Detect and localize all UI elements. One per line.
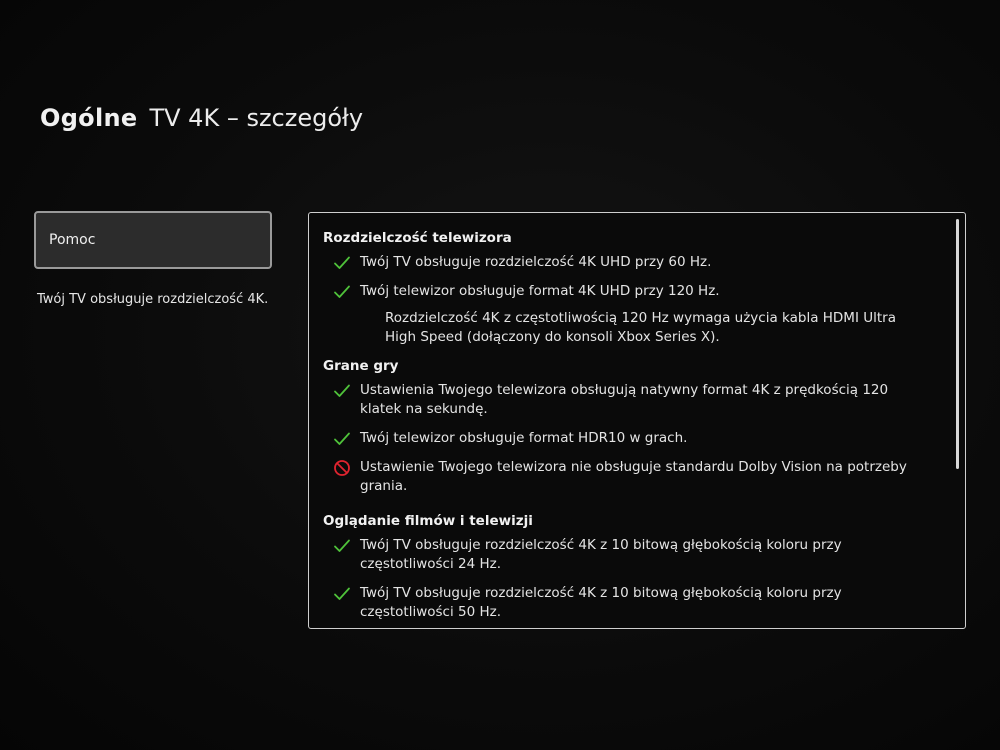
check-icon bbox=[333, 585, 351, 603]
list-item bbox=[333, 429, 923, 448]
list-item-text: Ustawienie Twojego telewizora nie obsługuje standardu Dolby Vision na potrzeby grania. bbox=[360, 459, 907, 494]
list-item bbox=[333, 536, 923, 574]
list-item bbox=[333, 381, 923, 419]
list-item-text: Ustawienia Twojego telewizora obsługują natywny format 4K z prędkością 120 klatek na sekundę. bbox=[360, 382, 889, 417]
list-item bbox=[333, 458, 923, 496]
list-item-text: Twój TV obsługuje rozdzielczość 4K z 10 bitową głębokością koloru przy częstotliwości 50 Hz. bbox=[360, 585, 842, 620]
list-item-text: Twój TV obsługuje rozdzielczość 4K z 10 bitową głębokością koloru przy częstotliwości 24 Hz. bbox=[360, 537, 842, 572]
help-button[interactable] bbox=[34, 211, 272, 269]
list-item-text: Twój telewizor obsługuje format 4K UHD przy 120 Hz. bbox=[360, 283, 720, 299]
list-item-text: Twój telewizor obsługuje format HDR10 w grach. bbox=[360, 430, 688, 446]
hdmi-cable-note: Rozdzielczość 4K z częstotliwością 120 Hz wymaga użycia kabla HDMI Ultra High Speed (dołączony do konsoli Xbox Series X). bbox=[385, 310, 896, 345]
page-title: TV 4K – szczegóły bbox=[149, 104, 364, 132]
details-content bbox=[323, 229, 923, 629]
check-icon bbox=[333, 254, 351, 272]
check-icon bbox=[333, 430, 351, 448]
section-title: Ogólne bbox=[40, 104, 138, 132]
page-header bbox=[40, 104, 363, 132]
list-item-text: Twój TV obsługuje rozdzielczość 4K UHD przy 60 Hz. bbox=[360, 254, 712, 270]
list-item bbox=[333, 282, 923, 301]
list-item bbox=[333, 584, 923, 622]
video-heading: Oglądanie filmów i telewizji bbox=[323, 513, 533, 529]
blocked-icon bbox=[333, 459, 351, 477]
check-icon bbox=[333, 283, 351, 301]
list-item bbox=[333, 253, 923, 272]
check-icon bbox=[333, 382, 351, 400]
check-icon bbox=[333, 537, 351, 555]
tv-status-text: Twój TV obsługuje rozdzielczość 4K. bbox=[37, 292, 269, 307]
help-button-label: Pomoc bbox=[49, 232, 96, 248]
details-panel[interactable] bbox=[308, 212, 966, 629]
gaming-heading: Grane gry bbox=[323, 358, 399, 374]
scrollbar[interactable] bbox=[956, 219, 959, 469]
resolution-heading: Rozdzielczość telewizora bbox=[323, 230, 512, 246]
